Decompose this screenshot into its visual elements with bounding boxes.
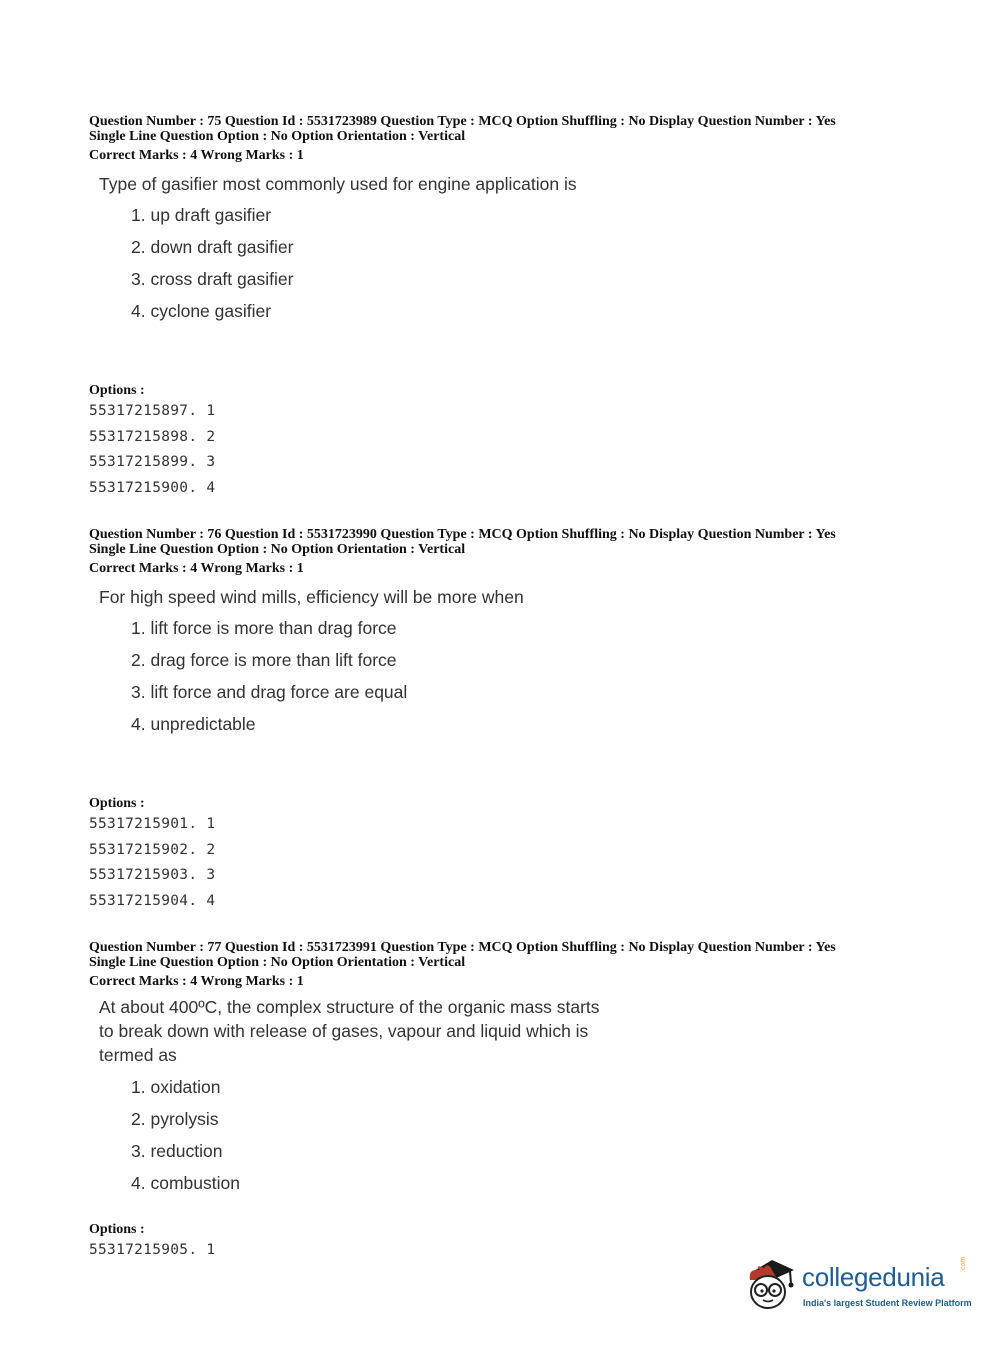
meta-line-1: Question Number : 76 Question Id : 5531723990 Question Type : MCQ Option Shuffling : No Display Question Number : Yes: [89, 527, 836, 542]
options-label: Options :: [89, 383, 145, 398]
options-label: Options :: [89, 796, 145, 811]
choice-item: 4. cyclone gasifier: [131, 301, 272, 321]
option-id: 55317215905. 1: [89, 1242, 216, 1258]
option-id: 55317215903. 3: [89, 867, 216, 883]
option-id: 55317215900. 4: [89, 479, 216, 496]
option-id: 55317215901. 1: [89, 816, 216, 832]
collegedunia-logo: [742, 1250, 974, 1320]
meta-line-2: Single Line Question Option : No Option Orientation : Vertical: [89, 955, 466, 970]
logo-tagline: India's largest Student Review Platform: [803, 1298, 972, 1308]
options-label: Options :: [89, 1222, 145, 1237]
choice-list: [131, 618, 949, 746]
choice-item: 2. pyrolysis: [131, 1109, 219, 1129]
choice-item: 3. reduction: [131, 1141, 223, 1161]
option-id: 55317215899. 3: [89, 454, 216, 470]
question-meta: [89, 940, 949, 989]
question-76: [89, 527, 949, 746]
student-mascot-icon: [742, 1250, 802, 1314]
option-id: 55317215902. 2: [89, 841, 216, 858]
question-75: [89, 114, 949, 333]
question-text: For high speed wind mills, efficiency will be more when: [99, 587, 524, 607]
choice-item: 1. oxidation: [131, 1077, 221, 1097]
question-text: Type of gasifier most commonly used for engine application is: [99, 174, 577, 194]
question-text-line: At about 400ºC, the complex structure of the organic mass starts: [99, 997, 600, 1017]
logo-wordmark: collegedunia: [802, 1262, 945, 1292]
question-text-line: termed as: [99, 1045, 177, 1065]
question-meta: [89, 527, 949, 576]
choice-item: 1. lift force is more than drag force: [131, 618, 397, 638]
meta-line-2: Single Line Question Option : No Option Orientation : Vertical: [89, 542, 466, 557]
question-text: [99, 995, 949, 1067]
marks-line: Correct Marks : 4 Wrong Marks : 1: [89, 974, 304, 989]
choice-list: [131, 1077, 949, 1205]
choice-item: 4. combustion: [131, 1173, 240, 1193]
choice-item: 2. drag force is more than lift force: [131, 650, 397, 670]
question-77: [89, 940, 949, 1205]
choice-item: 4. unpredictable: [131, 714, 256, 734]
choice-list: [131, 205, 949, 333]
question-meta: [89, 114, 949, 163]
options-block-76: [89, 796, 949, 916]
choice-item: 2. down draft gasifier: [131, 237, 294, 257]
marks-line: Correct Marks : 4 Wrong Marks : 1: [89, 148, 304, 163]
option-id: 55317215897. 1: [89, 403, 216, 419]
choice-item: 3. cross draft gasifier: [131, 269, 294, 289]
choice-item: 3. lift force and drag force are equal: [131, 682, 408, 702]
meta-line-1: Question Number : 75 Question Id : 5531723989 Question Type : MCQ Option Shuffling : No Display Question Number : Yes: [89, 114, 836, 129]
option-id: 55317215898. 2: [89, 428, 216, 445]
marks-line: Correct Marks : 4 Wrong Marks : 1: [89, 561, 304, 576]
option-id: 55317215904. 4: [89, 892, 216, 909]
meta-line-2: Single Line Question Option : No Option Orientation : Vertical: [89, 129, 466, 144]
choice-item: 1. up draft gasifier: [131, 205, 272, 225]
logo-com-suffix: .com: [960, 1256, 967, 1272]
meta-line-1: Question Number : 77 Question Id : 5531723991 Question Type : MCQ Option Shuffling : No Display Question Number : Yes: [89, 940, 836, 955]
options-block-75: [89, 383, 949, 503]
question-text-line: to break down with release of gases, vapour and liquid which is: [99, 1021, 589, 1041]
